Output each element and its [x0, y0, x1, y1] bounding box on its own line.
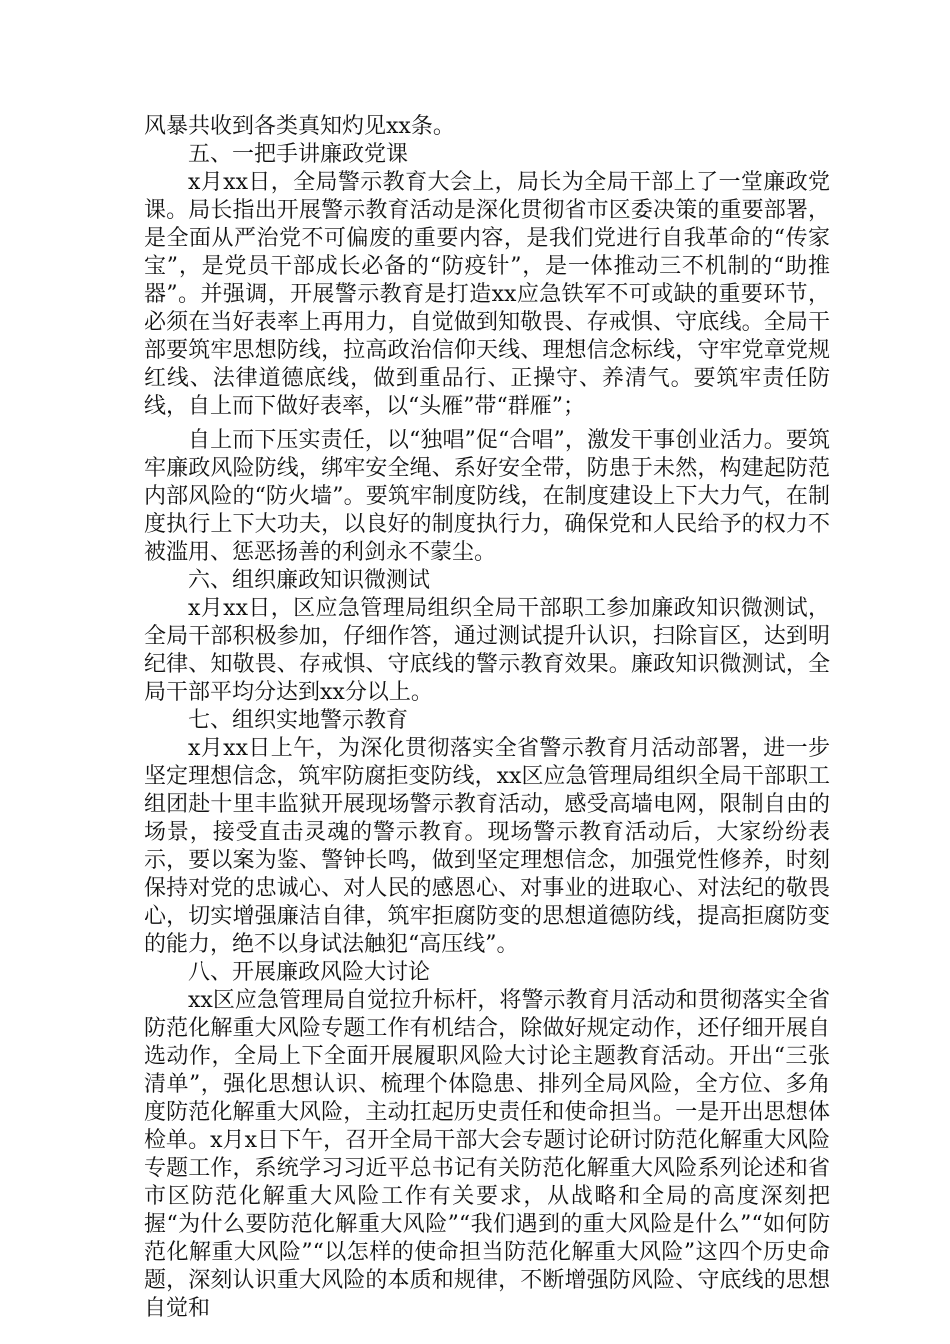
paragraph-risk-discussion: xx区应急管理局自觉拉升标杆，将警示教育月活动和贯彻落实全省防范化解重大风险专题工作有机结合，除做好规定动作，还仔细开展自选动作，全局上下全面开展履职风险大讨论主题教育活动。开出“三张清单”，强化思想认识、梳理个体隐患、排列全局风险，全方位、多角度防范化解重大风险，主动扛起历史责任和使命担当。一是开出思想体检单。x月x日下午，召开全局干部大会专题讨论研讨防范化解重大风险专题工作，系统学习习近平总书记有关防范化解重大风险系列论述和省市区防范化解重大风险工作有关要求，从战略和全局的高度深刻把握“为什么要防范化解重大风险”“我们遇到的重大风险是什么”“如何防范化解重大风险”“以怎样的使命担当防范化解重大风险”这四个历史命题，深刻认识重大风险的本质和规律，不断增强防风险、守底线的思想自觉和 [144, 988, 830, 1321]
document-body [144, 113, 830, 1323]
section-heading-5: 五、一把手讲廉政党课 [188, 142, 409, 167]
paragraph-site-visit: x月xx日上午，为深化贯彻落实全省警示教育月活动部署，进一步坚定理想信念，筑牢防腐拒变防线，xx区应急管理局组织全局干部职工组团赴十里丰监狱开展现场警示教育活动，感受高墙电网，限制自由的场景，接受直击灵魂的警示教育。现场警示教育活动后，大家纷纷表示，要以案为鉴、警钟长鸣，做到坚定理想信念，加强党性修养，时刻保持对党的忠诚心、对人民的感恩心、对事业的进取心、对法纪的敬畏心，切实增强廉洁自律，筑牢拒腐防变的思想道德防线，提高拒腐防变的能力，绝不以身试法触犯“高压线”。 [144, 736, 830, 957]
paragraph-party-lecture: x月xx日，全局警示教育大会上，局长为全局干部上了一堂廉政党课。局长指出开展警示教育活动是深化贯彻省市区委决策的重要部署，是全面从严治党不可偏废的重要内容，是我们党进行自我革命的“传家宝”，是党员干部成长必备的“防疫针”，是一体推动三不机制的“助推器”。并强调，开展警示教育是打造xx应急铁军不可或缺的重要环节，必须在当好表率上再用力，自觉做到知敬畏、存戒惧、守底线。全局干部要筑牢思想防线，拉高政治信仰天线、理想信念标线，守牢党章党规红线、法律道德底线，做到重品行、正操守、养清气。要筑牢责任防线，自上而下做好表率，以“头雁”带“群雁”； [144, 170, 830, 419]
paragraph-continuation: 风暴共收到各类真知灼见xx条。 [144, 114, 455, 139]
section-heading-6: 六、组织廉政知识微测试 [188, 568, 431, 593]
section-heading-7: 七、组织实地警示教育 [188, 708, 409, 733]
paragraph-responsibility: 自上而下压实责任，以“独唱”促“合唱”，激发干事创业活力。要筑牢廉政风险防线，绑牢安全绳、系好安全带，防患于未然，构建起防范内部风险的“防火墙”。要筑牢制度防线，在制度建设上下大力气，在制度执行上下大功夫，以良好的制度执行力，确保党和人民给予的权力不被滥用、惩恶扬善的利剑永不蒙尘。 [144, 428, 830, 565]
section-heading-8: 八、开展廉政风险大讨论 [188, 960, 431, 985]
paragraph-quiz: x月xx日，区应急管理局组织全局干部职工参加廉政知识微测试，全局干部积极参加，仔细作答，通过测试提升认识，扫除盲区，达到明纪律、知敬畏、存戒惧、守底线的警示教育效果。廉政知识微测试，全局干部平均分达到xx分以上。 [144, 596, 830, 705]
